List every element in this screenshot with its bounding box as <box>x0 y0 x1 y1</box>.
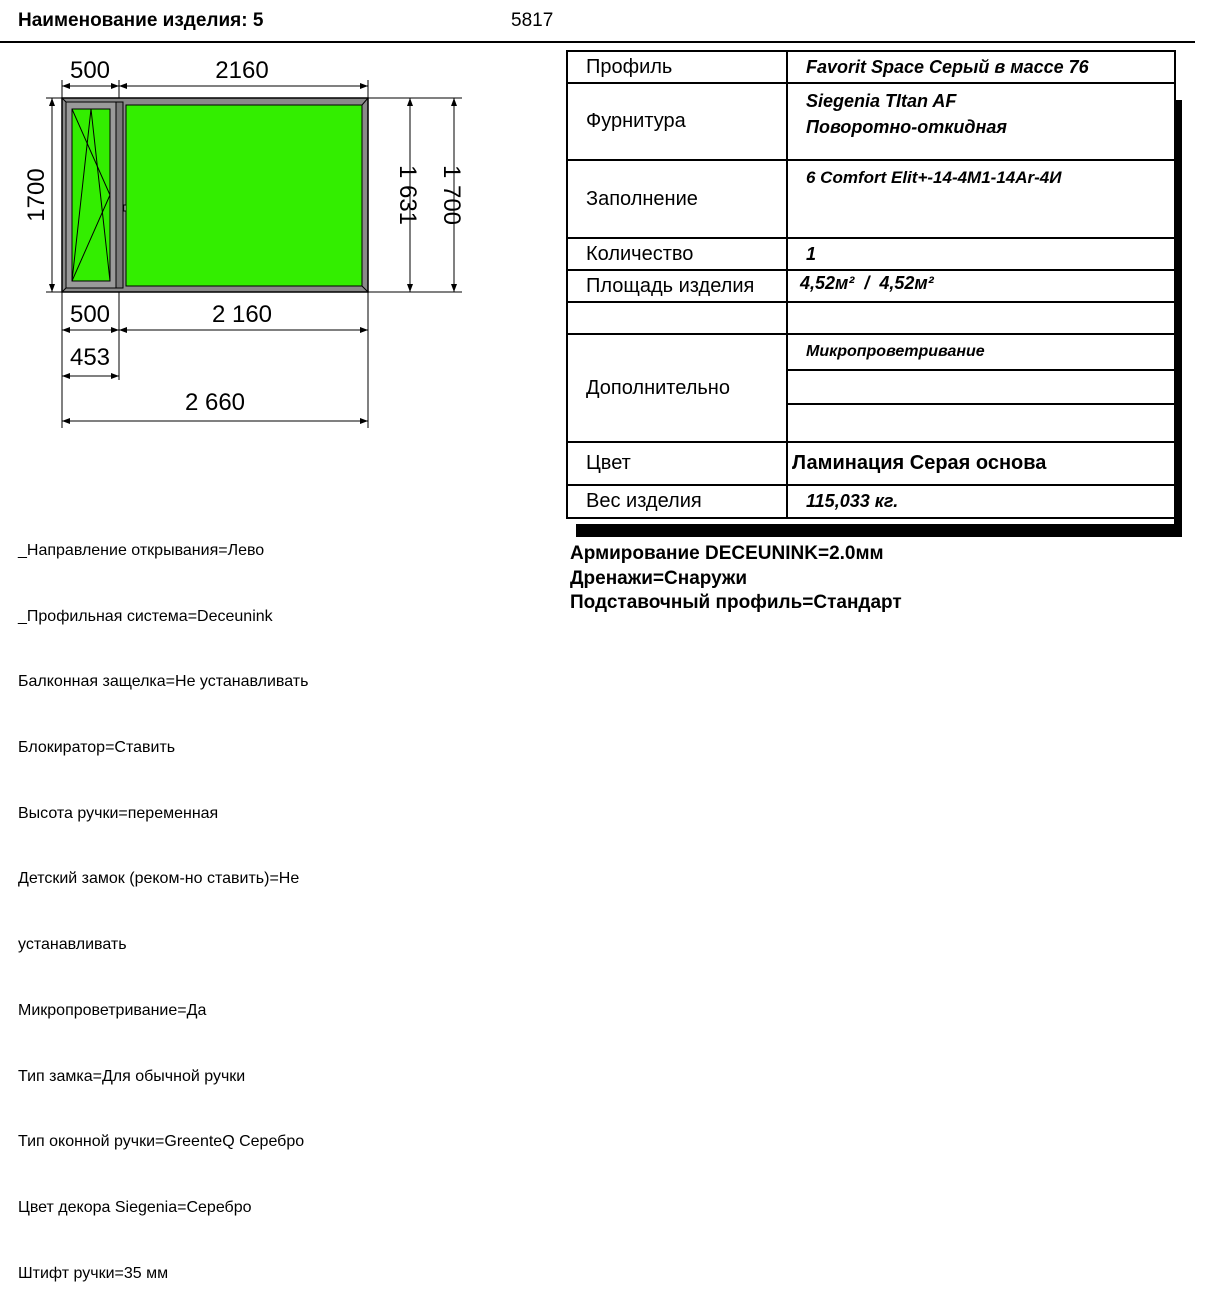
spec-row-weight <box>567 485 1175 518</box>
spec-label: Фурнитура <box>567 83 787 160</box>
option-line: Тип замка=Для обычной ручки <box>18 1067 246 1085</box>
option-line: Штифт ручки=35 мм <box>18 1264 169 1282</box>
spec-label: Профиль <box>567 51 787 83</box>
spec-row-glazing <box>567 160 1175 238</box>
dim-total-width: 2 660 <box>184 389 246 416</box>
spec-value-empty <box>787 404 1175 442</box>
dim-sash-width: 453 <box>69 344 111 371</box>
spec-row-hardware <box>567 83 1175 160</box>
extra-line: Подставочный профиль=Стандарт <box>570 592 902 613</box>
product-title: Наименование изделия: 5 <box>18 10 264 31</box>
spec-row-empty <box>567 302 1175 334</box>
spec-value: Ламинация Серая основа <box>787 442 1175 485</box>
dim-right-height: 1 700 <box>438 164 465 226</box>
spec-table-wrapper <box>566 50 1176 519</box>
spec-value: 6 Comfort Elit+-14-4M1-14Ar-4И <box>787 160 1175 238</box>
extra-line: Дренажи=Снаружи <box>570 567 748 589</box>
header-divider <box>0 41 1195 43</box>
option-line: _Направление открывания=Лево <box>18 541 265 559</box>
dim-top-right: 2160 <box>215 57 269 84</box>
option-line: Микропроветривание=Да <box>18 1001 207 1019</box>
extra-line: Армирование DECEUNINK=2.0мм <box>570 543 884 564</box>
spec-label-empty <box>567 302 787 334</box>
order-number: 5817 <box>511 10 554 31</box>
dim-top-left: 500 <box>69 57 111 84</box>
spec-row-area <box>567 270 1175 302</box>
spec-value: 115,033 кг. <box>787 485 1175 518</box>
option-line: устанавливать <box>18 936 127 954</box>
dim-glass-height: 1 631 <box>394 164 421 226</box>
spec-label: Вес изделия <box>567 485 787 518</box>
option-line: Цвет декора Siegenia=Серебро <box>18 1199 252 1216</box>
spec-label: Количество <box>567 238 787 270</box>
spec-row-color <box>567 442 1175 485</box>
spec-value: Siegenia TItan AF <box>806 91 957 111</box>
extra-specs <box>570 542 902 616</box>
dim-left-height: 1700 <box>23 168 50 222</box>
spec-label: Цвет <box>567 442 787 485</box>
table-shadow-bottom <box>576 524 1182 537</box>
option-line: _Профильная система=Deceunink <box>18 607 273 625</box>
option-line: Высота ручки=переменная <box>18 804 219 822</box>
option-line: Детский замок (реком-но ставить)=Не <box>18 870 300 888</box>
dim-bottom-left: 500 <box>69 301 111 328</box>
spec-label: Заполнение <box>567 160 787 238</box>
spec-value: Поворотно-откидная <box>806 117 1007 137</box>
spec-value: 1 <box>787 238 1175 270</box>
spec-value: Микропроветривание <box>787 334 1175 370</box>
dim-bottom-right: 2 160 <box>211 301 273 328</box>
spec-row-quantity <box>567 238 1175 270</box>
spec-label: Дополнительно <box>567 334 787 442</box>
fixed-glass <box>126 105 362 286</box>
spec-row-additional-1 <box>567 334 1175 370</box>
spec-value-empty <box>787 302 1175 334</box>
spec-value-empty <box>787 370 1175 404</box>
spec-value: Favorit Space Серый в массе 76 <box>787 51 1175 83</box>
mullion <box>116 102 123 288</box>
spec-value-hardware <box>787 83 1175 160</box>
option-line: Блокиратор=Ставить <box>18 738 176 756</box>
spec-value: 4,52м² / 4,52м² <box>787 270 1175 302</box>
sash-glass <box>72 109 110 281</box>
option-line: Балконная защелка=Не устанавливать <box>18 673 309 691</box>
spec-row-profile <box>567 51 1175 83</box>
option-line: Тип оконной ручки=GreenteQ Серебро <box>18 1133 305 1151</box>
options-list <box>18 496 308 1307</box>
spec-table <box>566 50 1176 519</box>
spec-label: Площадь изделия <box>567 270 787 302</box>
window-drawing <box>0 45 470 435</box>
